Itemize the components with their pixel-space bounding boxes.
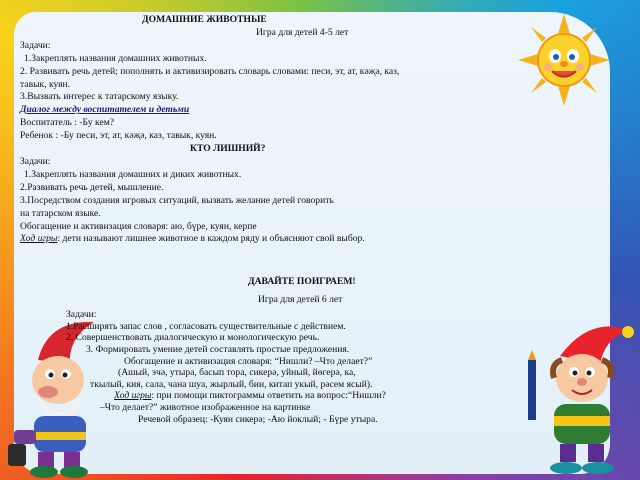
- section2-task2: 2.Развивать речь детей, мышление.: [20, 181, 164, 193]
- section3-vocab: Обогащение и активизация словаря: “Нишли? –Что делает?”: [124, 355, 373, 367]
- lesson-plan-text: [20, 14, 490, 425]
- section2-task3b: на татарском языке.: [20, 207, 101, 219]
- section3-sample: Речевой образец: -Куян сикерә; -Аю йоклый; - Бүре утыра.: [138, 413, 378, 425]
- section1-child-line: Ребенок : -Бу песи, эт, ат, кәҗә, каз, тавык, куян.: [20, 130, 217, 142]
- section3-hod-text: : при помощи пиктограммы ответить на вопрос:“Нишли?: [151, 390, 386, 402]
- section3-words1: (Ашый, эчә, утыра, басып тора, сикерә, уйный, йөгерә, ка,: [118, 367, 356, 379]
- section3-hod-text2: –Что делает?” животное изображенное на картинке: [100, 401, 311, 413]
- section3-task1: 1.Расширять запас слов , согласовать существительные с действием.: [66, 320, 346, 332]
- section1-teacher-line: Воспитатель : -Бу кем?: [20, 117, 115, 129]
- section2-task1: 1.Закреплять названия домашних и диких животных.: [24, 168, 242, 180]
- section3-subtitle: Игра для детей 6 лет: [258, 293, 343, 305]
- section2-task3a: 3.Посредством создания игровых ситуаций, вызвать желание детей говорить: [20, 194, 334, 206]
- section3-task3: 3. Формировать умение детей составлять простые предложения.: [86, 343, 350, 355]
- section2-vocab: Обогащение и активизация словаря: аю, бүре, куян, керпе: [20, 220, 257, 232]
- section3-hod-label: Ход игры: [114, 390, 152, 402]
- section1-dialog-label: Диалог между воспитателем и детьми: [20, 104, 190, 116]
- section1-title: ДОМАШНИЕ ЖИВОТНЫЕ: [142, 14, 267, 25]
- section3-hod: [20, 390, 490, 402]
- gnome-right-illustration: [520, 320, 638, 478]
- section2-hod: [20, 233, 490, 246]
- sun-illustration: [518, 14, 610, 106]
- section2-tasks-label: Задачи:: [20, 155, 51, 167]
- section1-tasks-label: Задачи:: [20, 39, 51, 51]
- section3: [20, 276, 490, 425]
- section2-hod-text: : дети называют лишнее животное в каждом ряду и объясняют свой выбор.: [57, 233, 365, 245]
- section3-tasks-label: Задачи:: [66, 309, 97, 321]
- section2-hod-label: Ход игры: [20, 233, 58, 245]
- section1-task1: 1.Закреплять названия домашних животных.: [24, 52, 207, 64]
- section3-title: ДАВАЙТЕ ПОИГРАЕМ!: [248, 276, 356, 287]
- section1-task3: 3.Вызвать интерес к татарскому языку.: [20, 91, 179, 103]
- section2-title: КТО ЛИШНИЙ?: [190, 143, 266, 155]
- section1-task2b: тавык, куян.: [20, 78, 71, 90]
- section3-words2: ткылый, кия, сала, чана шуа, жырлый, бии, китап укый, рәсем ясый).: [90, 378, 373, 390]
- section1-task2a: 2. Развивать речь детей; пополнять и активизировать словарь словами: песи, эт, ат, кәҗә, каз,: [20, 65, 400, 77]
- section1-subtitle: Игра для детей 4-5 лет: [256, 26, 349, 38]
- section3-task2: 2. Совершенствовать диалогическую и монологическую речь.: [66, 332, 320, 344]
